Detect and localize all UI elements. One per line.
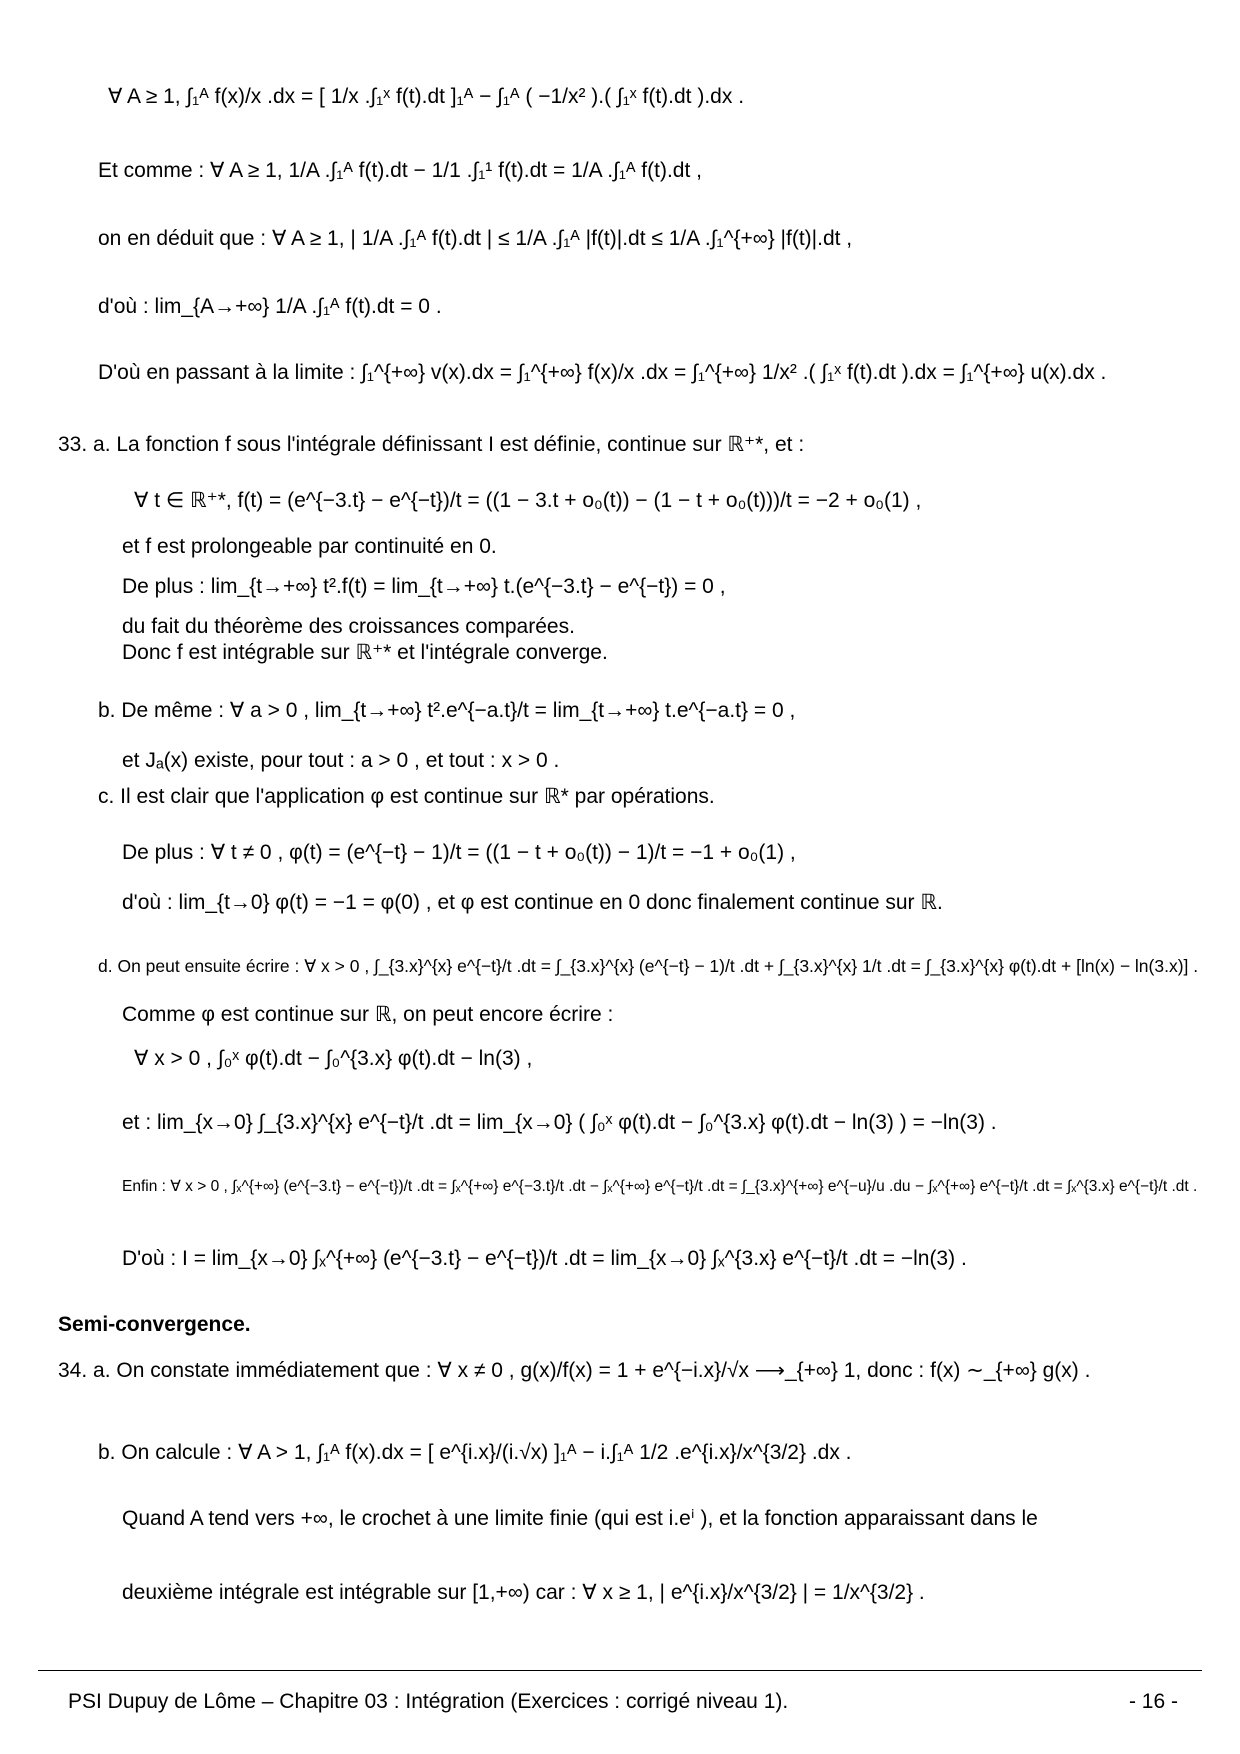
- text-line: d'où : lim_{A→+∞} 1/A .∫₁ᴬ f(t).dt = 0 .: [98, 295, 442, 318]
- text-line: Donc f est intégrable sur ℝ⁺* et l'intégrale converge.: [122, 641, 608, 664]
- text-line: ∀ A ≥ 1, ∫₁ᴬ f(x)/x .dx = [ 1/x .∫₁ˣ f(t).dt ]₁ᴬ − ∫₁ᴬ ( −1/x² ).( ∫₁ˣ f(t).dt ).dx .: [108, 85, 745, 108]
- footer-title: PSI Dupuy de Lôme – Chapitre 03 : Intégration (Exercices : corrigé niveau 1).: [68, 1690, 789, 1713]
- text-line: De plus : ∀ t ≠ 0 , φ(t) = (e^{−t} − 1)/t = ((1 − t + o₀(t)) − 1)/t = −1 + o₀(1) ,: [122, 841, 796, 864]
- text-line: Comme φ est continue sur ℝ, on peut encore écrire :: [122, 1003, 614, 1026]
- text-line: 34. a. On constate immédiatement que : ∀ x ≠ 0 , g(x)/f(x) = 1 + e^{−i.x}/√x ⟶_{+∞} 1, donc : f(x) ∼_{+∞} g(x) .: [58, 1359, 1091, 1382]
- text-line: du fait du théorème des croissances comparées.: [122, 615, 575, 638]
- text-line: Et comme : ∀ A ≥ 1, 1/A .∫₁ᴬ f(t).dt − 1/1 .∫₁¹ f(t).dt = 1/A .∫₁ᴬ f(t).dt ,: [98, 159, 702, 182]
- text-line: Quand A tend vers +∞, le crochet à une limite finie (qui est i.eⁱ ), et la fonction apparaissant dans le: [122, 1507, 1038, 1530]
- text-line: Enfin : ∀ x > 0 , ∫ₓ^{+∞} (e^{−3.t} − e^{−t})/t .dt = ∫ₓ^{+∞} e^{−3.t}/t .dt − ∫ₓ^{+∞} e^{−t}/t .dt = ∫_{3.x}^{+∞} e^{−u}/u .du − ∫ₓ^{+∞} e^{−t}/t .dt = ∫ₓ^{3.x} e^{−t}/t .dt .: [122, 1178, 1198, 1195]
- page-number: - 16 -: [1128, 1690, 1178, 1713]
- text-line: d'où : lim_{t→0} φ(t) = −1 = φ(0) , et φ est continue en 0 donc finalement continue sur ℝ.: [122, 891, 943, 914]
- text-line: ∀ x > 0 , ∫₀ˣ φ(t).dt − ∫₀^{3.x} φ(t).dt − ln(3) ,: [134, 1047, 533, 1070]
- text-line: et f est prolongeable par continuité en 0.: [122, 535, 497, 558]
- text-line: b. De même : ∀ a > 0 , lim_{t→+∞} t².e^{−a.t}/t = lim_{t→+∞} t.e^{−a.t} = 0 ,: [98, 699, 796, 722]
- text-line: D'où en passant à la limite : ∫₁^{+∞} v(x).dx = ∫₁^{+∞} f(x)/x .dx = ∫₁^{+∞} 1/x² .( ∫₁ˣ f(t).dt ).dx = ∫₁^{+∞} u(x).dx .: [98, 361, 1107, 384]
- text-line: ∀ t ∈ ℝ⁺*, f(t) = (e^{−3.t} − e^{−t})/t = ((1 − 3.t + o₀(t)) − (1 − t + o₀(t)))/t = −2 + o₀(1) ,: [134, 489, 922, 512]
- text-line: et Jₐ(x) existe, pour tout : a > 0 , et tout : x > 0 .: [122, 749, 560, 772]
- text-line: De plus : lim_{t→+∞} t².f(t) = lim_{t→+∞} t.(e^{−3.t} − e^{−t}) = 0 ,: [122, 575, 726, 598]
- text-line: d. On peut ensuite écrire : ∀ x > 0 , ∫_{3.x}^{x} e^{−t}/t .dt = ∫_{3.x}^{x} (e^{−t} − 1)/t .dt + ∫_{3.x}^{x} 1/t .dt = ∫_{3.x}^{x} φ(t).dt + [ln(x) − ln(3.x)] .: [98, 956, 1199, 976]
- text-line: Semi-convergence.: [58, 1313, 251, 1336]
- footer-divider: [38, 1670, 1202, 1671]
- text-line: deuxième intégrale est intégrable sur [1,+∞) car : ∀ x ≥ 1, | e^{i.x}/x^{3/2} | = 1/x^{3/2} .: [122, 1581, 925, 1604]
- text-line: D'où : I = lim_{x→0} ∫ₓ^{+∞} (e^{−3.t} − e^{−t})/t .dt = lim_{x→0} ∫ₓ^{3.x} e^{−t}/t .dt = −ln(3) .: [122, 1247, 967, 1270]
- text-line: c. Il est clair que l'application φ est continue sur ℝ* par opérations.: [98, 785, 715, 808]
- text-line: on en déduit que : ∀ A ≥ 1, | 1/A .∫₁ᴬ f(t).dt | ≤ 1/A .∫₁ᴬ |f(t)|.dt ≤ 1/A .∫₁^{+∞} |f(t)|.dt ,: [98, 227, 853, 250]
- text-line: 33. a. La fonction f sous l'intégrale définissant I est définie, continue sur ℝ⁺*, et :: [58, 433, 805, 456]
- text-line: b. On calcule : ∀ A > 1, ∫₁ᴬ f(x).dx = [ e^{i.x}/(i.√x) ]₁ᴬ − i.∫₁ᴬ 1/2 .e^{i.x}/x^{3/2} .dx .: [98, 1441, 852, 1464]
- text-line: et : lim_{x→0} ∫_{3.x}^{x} e^{−t}/t .dt = lim_{x→0} ( ∫₀ˣ φ(t).dt − ∫₀^{3.x} φ(t).dt − ln(3) ) = −ln(3) .: [122, 1111, 997, 1134]
